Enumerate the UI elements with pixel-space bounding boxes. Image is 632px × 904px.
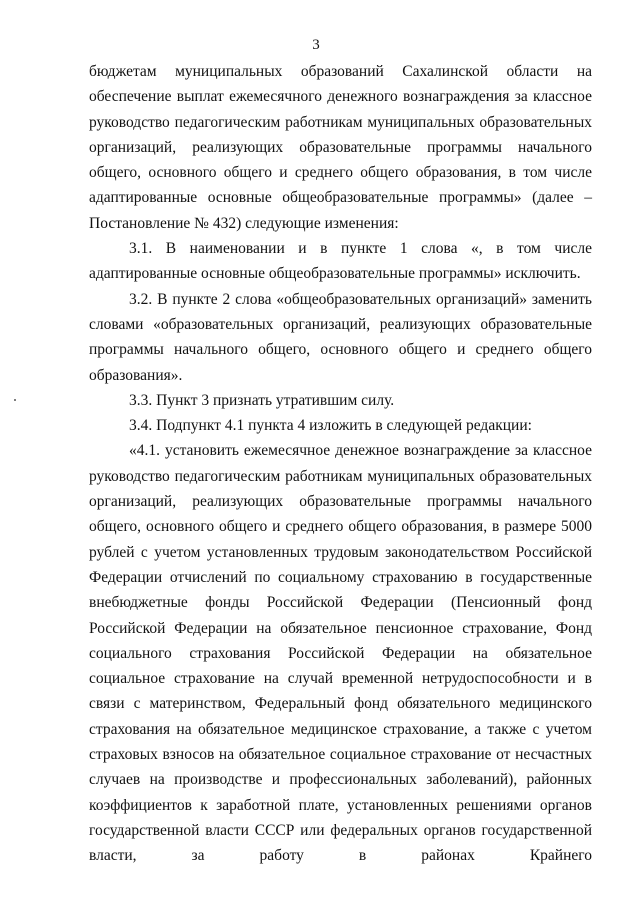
paragraph-3-1: 3.1. В наименовании и в пункте 1 слова «, в том числе адаптированные основные общеобразовательные программы» исключить.	[89, 240, 592, 283]
document-body	[89, 59, 592, 869]
paragraph-3-3: 3.3. Пункт 3 признать утратившим силу.	[129, 391, 395, 409]
paragraph-3-4: 3.4. Подпункт 4.1 пункта 4 изложить в следующей редакции:	[129, 417, 532, 435]
paragraph-continuation: бюджетам муниципальных образований Сахалинской области на обеспечение выплат ежемесячного денежного вознаграждения за классное руководство педагогическим работникам муниципальных образовательных организаций, реализующих образовательные программы начального общего, основного общего и среднего общего образования, в том числе адаптированные основные общеобразовательные программы» (далее – Постановление № 432) следующие изменения:	[89, 63, 592, 232]
paragraph-4-1-quote: «4.1. установить ежемесячное денежное вознаграждение за классное руководство педагогическим работникам муниципальных образовательных организаций, реализующих образовательные программы начального общего, основного общего и среднего общего образования, в размере 5000 рублей с учетом установленных трудовым законодательством Российской Федерации отчислений по социальному страхованию в государственные внебюджетные фонды Российской Федерации (Пенсионный фонд Российской Федерации на обязательное пенсионное страхование, Фонд социального страхования Российской Федерации на обязательное социальное страхование на случай временной нетрудоспособности и в связи с материнством, Федеральный фонд обязательного медицинского страхования на обязательное медицинское страхование, а также с учетом страховых взносов на обязательное социальное страхование от несчастных случаев на производстве и профессиональных заболеваний), районных коэффициентов к заработной плате, установленных решениями органов государственной власти СССР или федеральных органов государственной власти, за работу в районах Крайнего	[89, 442, 592, 865]
scan-artifact-dot	[14, 399, 16, 401]
paragraph-3-2: 3.2. В пункте 2 слова «общеобразовательных организаций» заменить словами «образовательных организаций, реализующих образовательные программы начального общего, основного общего и среднего общего образования».	[89, 290, 592, 384]
page-number: 3	[312, 37, 320, 53]
